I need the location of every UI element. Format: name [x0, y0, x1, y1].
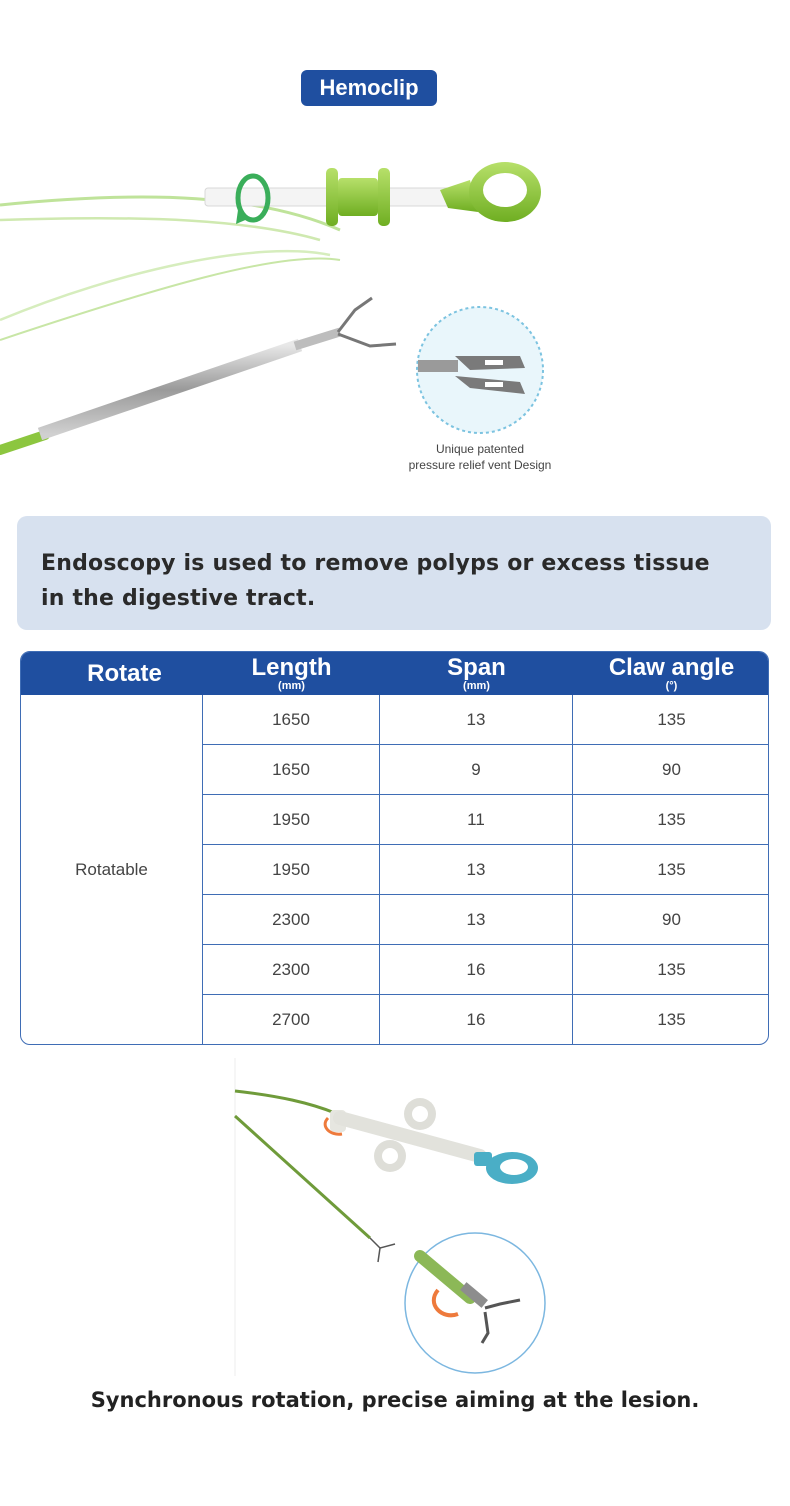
- hemoclip-badge: Hemoclip: [301, 70, 437, 106]
- length-cell: 1650: [203, 745, 380, 794]
- table-row: [203, 945, 769, 995]
- table-header: [21, 652, 768, 695]
- claw-angle-cell: 135: [657, 709, 686, 729]
- spec-table: [20, 651, 769, 1045]
- claw-angle-cell: 135: [657, 859, 686, 879]
- table-row: [203, 695, 769, 745]
- header-claw-angle: Claw angle (°): [608, 654, 735, 692]
- info-panel: [17, 516, 771, 630]
- header-length: Length (mm): [251, 654, 332, 692]
- callout-line-2: pressure relief vent Design: [408, 458, 552, 472]
- span-cell: 9: [380, 745, 573, 794]
- length-cell: 2300: [203, 895, 380, 944]
- header-span: Span (mm): [447, 654, 506, 692]
- table-row: [203, 895, 769, 945]
- table-row: [203, 745, 769, 795]
- claw-angle-cell: 135: [657, 1010, 686, 1029]
- rotation-caption: Synchronous rotation, precise aiming at the lesion.: [90, 1388, 700, 1412]
- table-row: [203, 795, 769, 845]
- length-cell: 2300: [203, 945, 380, 994]
- hemoclip-device-illustration: [0, 120, 790, 500]
- header-rotate: Rotate: [87, 660, 162, 687]
- rotatable-device-illustration: [230, 1058, 560, 1378]
- span-cell: 16: [380, 995, 573, 1045]
- span-cell: 16: [380, 945, 573, 994]
- rotate-value: Rotatable: [21, 695, 203, 1045]
- length-cell: 1950: [203, 845, 380, 894]
- table-row: [203, 845, 769, 895]
- claw-angle-cell: 135: [657, 809, 686, 829]
- span-cell: 13: [380, 895, 573, 944]
- info-text: Endoscopy is used to remove polyps or excess tissue in the digestive tract.: [41, 551, 710, 611]
- span-cell: 11: [380, 795, 573, 844]
- span-cell: 13: [380, 695, 573, 744]
- length-cell: 1650: [203, 695, 380, 744]
- claw-angle-cell: 90: [662, 909, 681, 929]
- table-row: [203, 995, 769, 1045]
- length-cell: 1950: [203, 795, 380, 844]
- length-cell: 2700: [203, 995, 380, 1045]
- span-cell: 13: [380, 845, 573, 894]
- claw-angle-cell: 135: [657, 959, 686, 979]
- claw-angle-cell: 90: [662, 759, 681, 779]
- callout-line-1: Unique patented: [435, 442, 525, 456]
